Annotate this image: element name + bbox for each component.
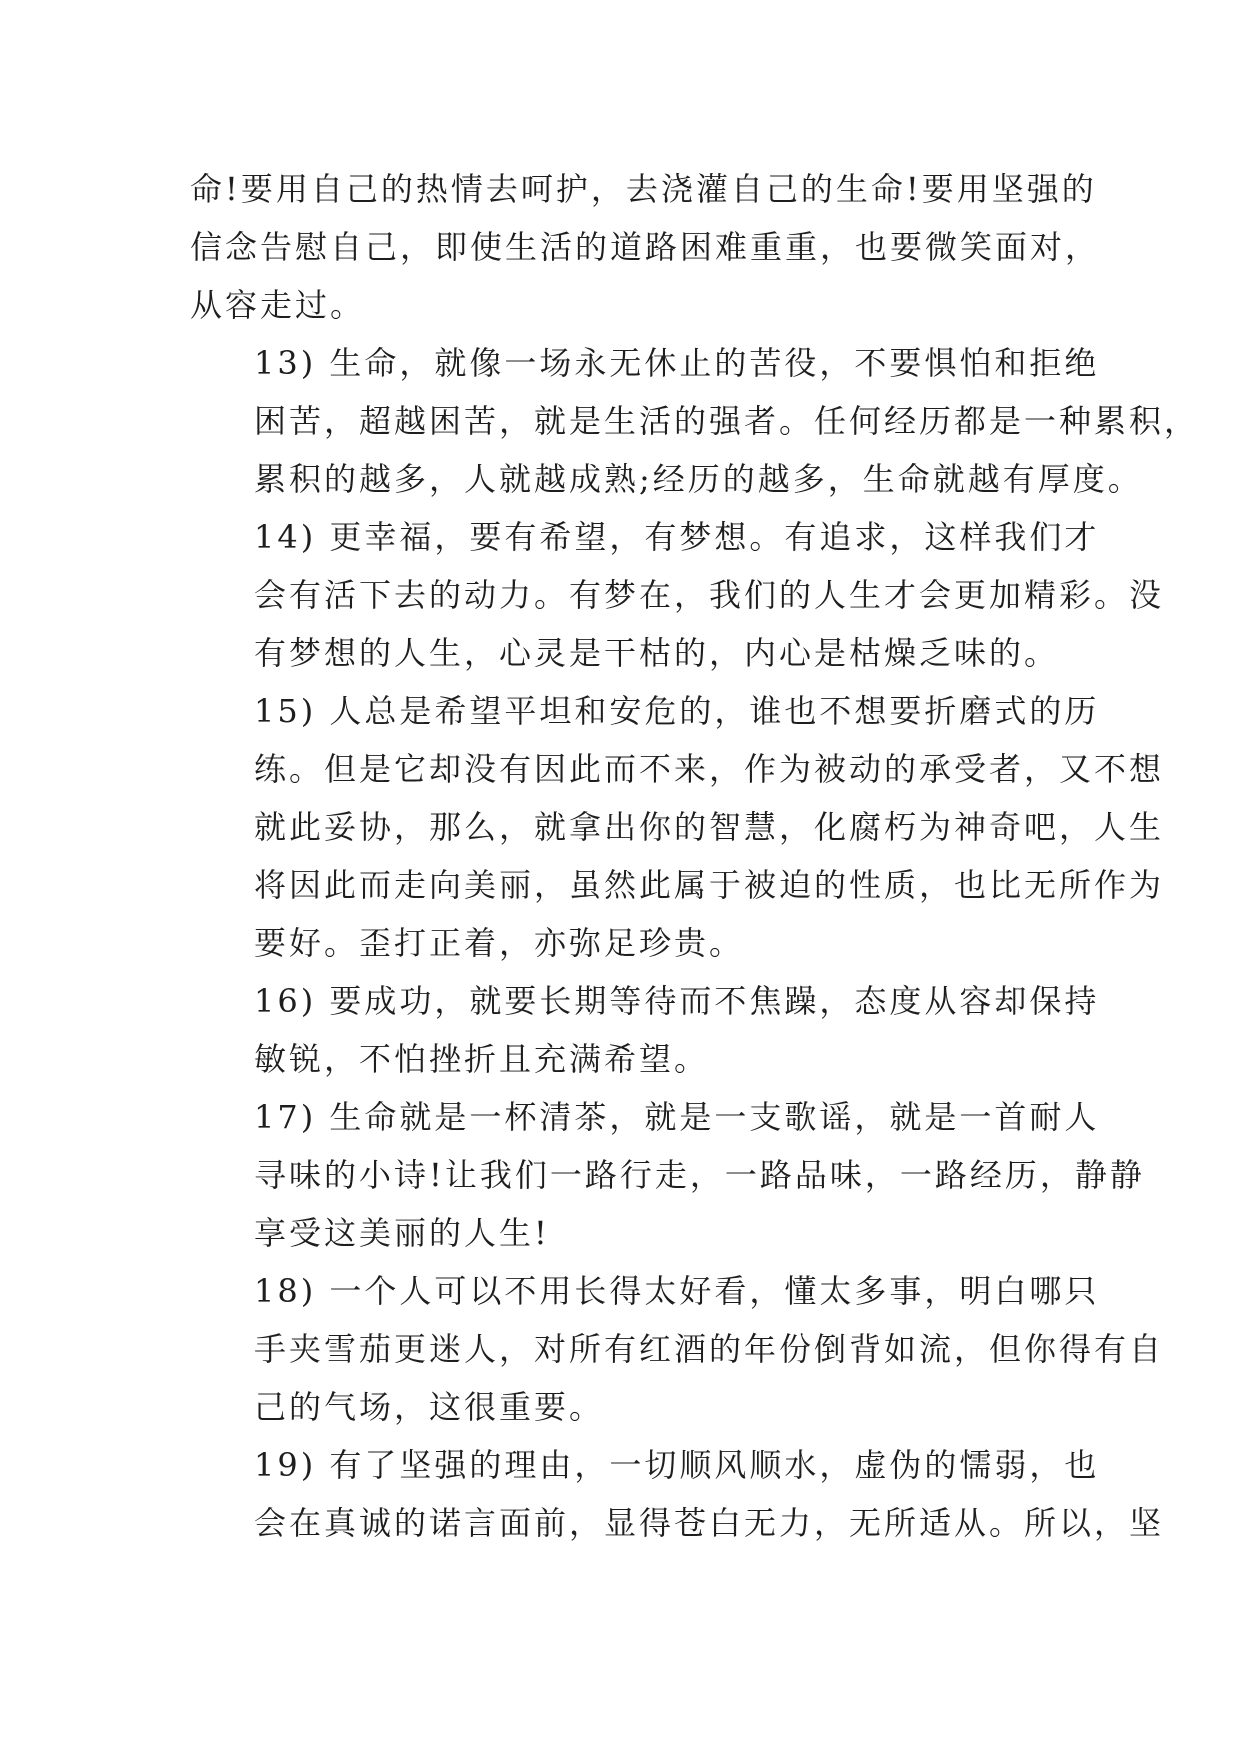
- paragraph-p-14: [190, 508, 1165, 682]
- paragraph-p-19: [190, 1436, 1165, 1552]
- paragraph-p-15: [190, 682, 1165, 972]
- paragraph-p-continued: [190, 160, 1101, 334]
- text-line: 19) 有了坚强的理由，一切顺风顺水，虚伪的懦弱，也: [254, 1446, 1100, 1484]
- paragraph-p-13: [190, 334, 1200, 508]
- text-line: 13) 生命，就像一场永无休止的苦役，不要惧怕和拒绝: [254, 344, 1100, 382]
- document-body: [190, 160, 1200, 1552]
- text-line: 练。但是它却没有因此而不来，作为被动的承受者，又不想: [254, 750, 1165, 788]
- text-line: 敏锐，不怕挫折且充满希望。: [254, 1040, 710, 1078]
- text-line: 会在真诚的诺言面前，显得苍白无力，无所适从。所以，坚: [254, 1504, 1165, 1542]
- text-line: 15) 人总是希望平坦和安危的，谁也不想要折磨式的历: [254, 692, 1100, 730]
- text-line: 18) 一个人可以不用长得太好看，懂太多事，明白哪只: [254, 1272, 1100, 1310]
- text-line: 就此妥协，那么，就拿出你的智慧，化腐朽为神奇吧，人生: [254, 808, 1165, 846]
- text-line: 困苦，超越困苦，就是生活的强者。任何经历都是一种累积，: [254, 402, 1200, 440]
- text-line: 手夹雪茄更迷人，对所有红酒的年份倒背如流，但你得有自: [254, 1330, 1165, 1368]
- text-line: 会有活下去的动力。有梦在，我们的人生才会更加精彩。没: [254, 576, 1165, 614]
- paragraph-p-18: [190, 1262, 1165, 1436]
- text-line: 有梦想的人生，心灵是干枯的，内心是枯燥乏味的。: [254, 634, 1060, 672]
- text-line: 累积的越多，人就越成熟;经历的越多，生命就越有厚度。: [254, 460, 1143, 498]
- text-line: 从容走过。: [190, 286, 366, 324]
- paragraph-p-16: [190, 972, 1100, 1088]
- text-line: 16) 要成功，就要长期等待而不焦躁，态度从容却保持: [254, 982, 1100, 1020]
- text-line: 17) 生命就是一杯清茶，就是一支歌谣，就是一首耐人: [254, 1098, 1100, 1136]
- text-line: 信念告慰自己，即使生活的道路困难重重，也要微笑面对，: [190, 228, 1101, 266]
- text-line: 要好。歪打正着，亦弥足珍贵。: [254, 924, 745, 962]
- text-line: 命!要用自己的热情去呵护，去浇灌自己的生命!要用坚强的: [190, 170, 1097, 208]
- text-line: 14) 更幸福，要有希望，有梦想。有追求，这样我们才: [254, 518, 1100, 556]
- text-line: 寻味的小诗!让我们一路行走，一路品味，一路经历，静静: [254, 1156, 1145, 1194]
- text-line: 将因此而走向美丽，虽然此属于被迫的性质，也比无所作为: [254, 866, 1165, 904]
- text-line: 享受这美丽的人生!: [254, 1214, 550, 1252]
- text-line: 己的气场，这很重要。: [254, 1388, 605, 1426]
- paragraph-p-17: [190, 1088, 1145, 1262]
